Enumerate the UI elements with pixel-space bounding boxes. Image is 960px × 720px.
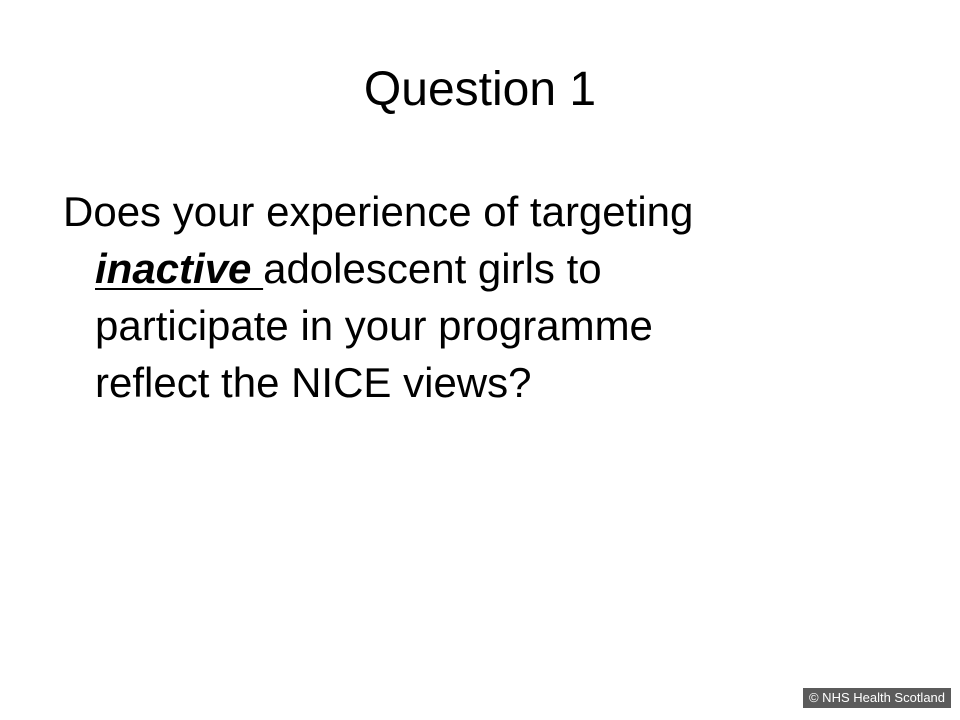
copyright-badge: © NHS Health Scotland — [803, 688, 951, 708]
emphasized-word: inactive — [95, 245, 264, 292]
question-line-4: reflect the NICE views? — [95, 359, 532, 406]
slide-title: Question 1 — [363, 63, 597, 116]
question-line-1: Does your experience of targeting — [63, 188, 694, 235]
question-line-3: participate in your programme — [95, 302, 653, 349]
question-text — [63, 183, 903, 411]
question-line-2-rest: adolescent girls to — [263, 245, 602, 292]
question-line-2 — [63, 240, 903, 297]
